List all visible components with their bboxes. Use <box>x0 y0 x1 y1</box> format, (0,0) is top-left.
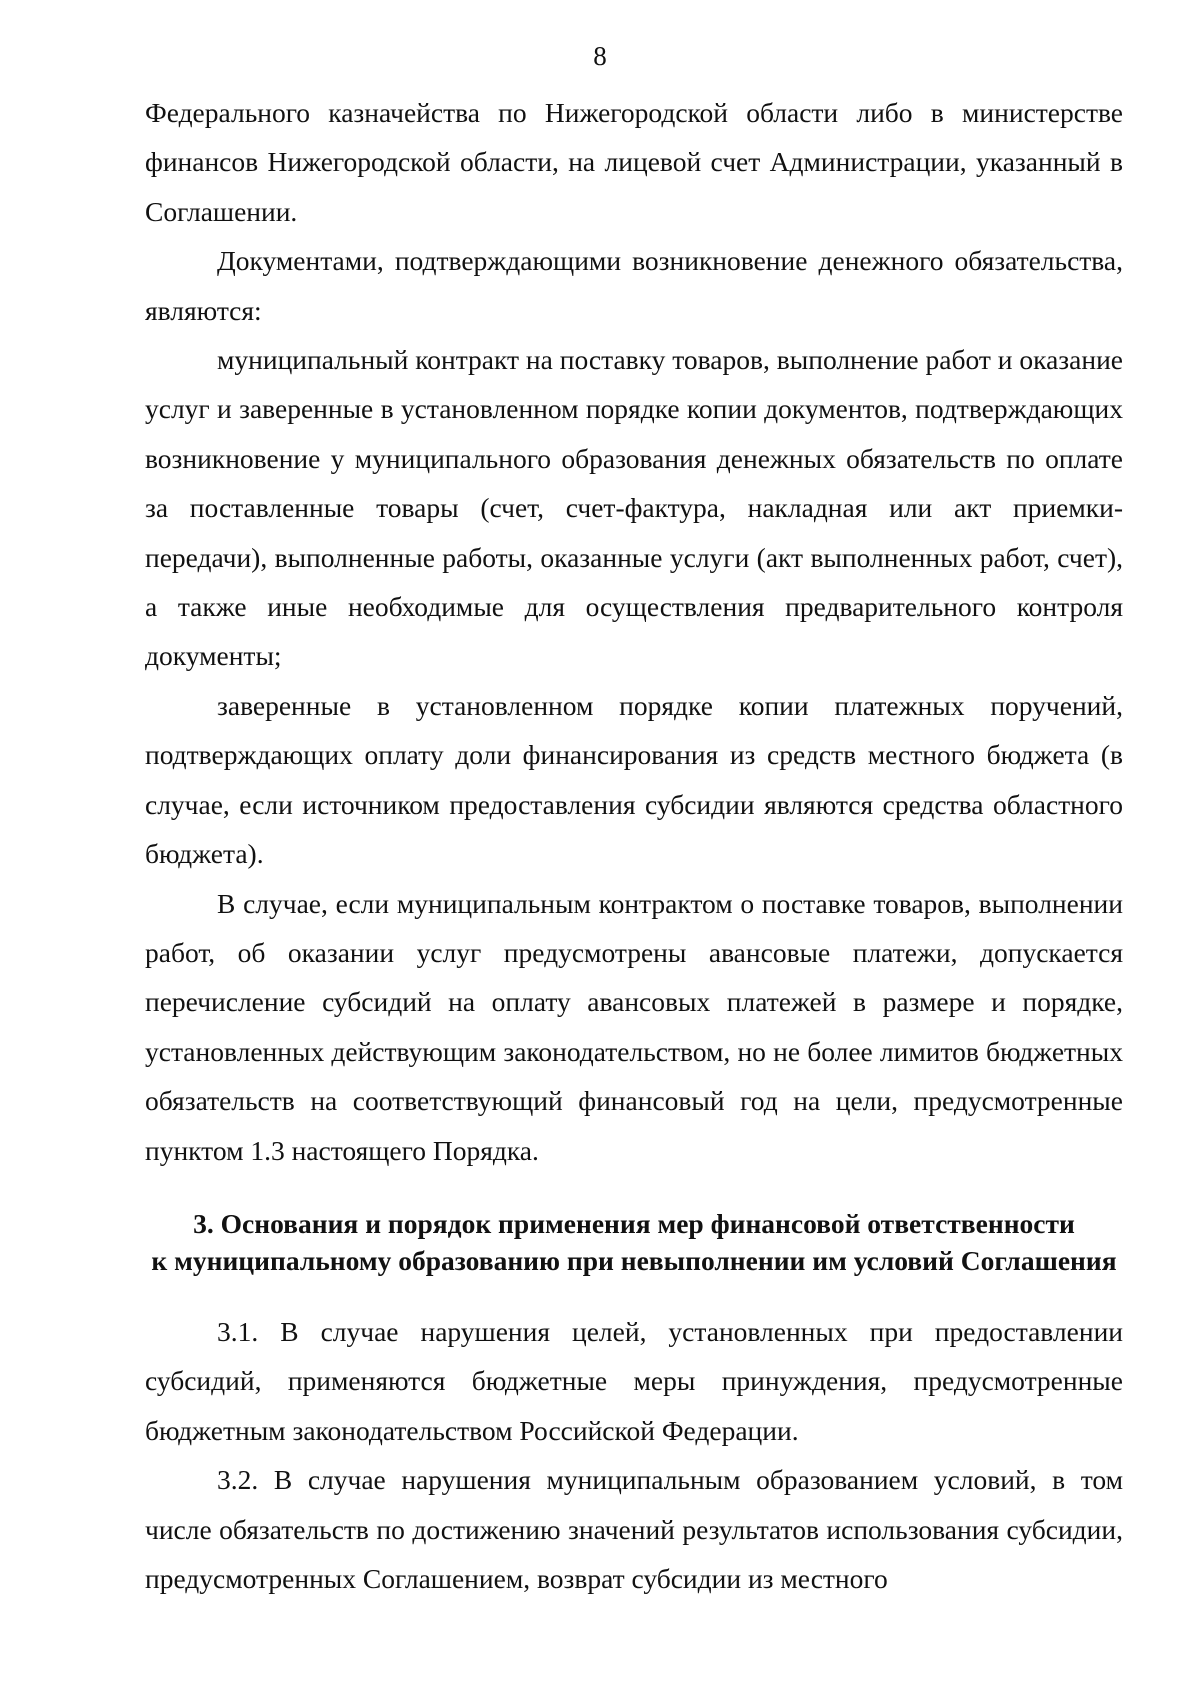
paragraph-advance-payments: В случае, если муниципальным контрактом о поставке товаров, выполнении работ, об оказании услуг предусмотрены авансовые платежи, допускается перечисление субсидий на оплату авансовых платежей в размере и порядке, установленных действующим законодательством, но не более лимитов бюджетных обязательств на соответствующий финансовый год на цели, предусмотренные пунктом 1.3 настоящего Порядка. <box>145 887 1123 1166</box>
paragraph-documents-intro: Документами, подтверждающими возникновение денежного обязательства, являются: <box>145 245 1123 326</box>
document-body <box>145 88 1123 1603</box>
paragraph-continuation: Федерального казначейства по Нижегородской области либо в министерстве финансов Нижегородской области, на лицевой счет Администрации, указанный в Соглашении. <box>145 97 1123 227</box>
page-number: 8 <box>593 41 607 71</box>
section-3-heading <box>145 1205 1123 1279</box>
paragraph-municipal-contract: муниципальный контракт на поставку товаров, выполнение работ и оказание услуг и заверенные в установленном порядке копии документов, подтверждающих возникновение у муниципального образования денежных обязательств по оплате за поставленные товары (счет, счет-фактура, накладная или акт приемки-передачи), выполненные работы, оказанные услуги (акт выполненных работ, счет), а также иные необходимые для осуществления предварительного контроля документы; <box>145 344 1123 672</box>
paragraph-3-1: 3.1. В случае нарушения целей, установленных при предоставлении субсидий, применяются бюджетные меры принуждения, предусмотренные бюджетным законодательством Российской Федерации. <box>145 1315 1123 1446</box>
section-3-heading-line-1: 3. Основания и порядок применения мер финансовой ответственности <box>193 1207 1075 1239</box>
paragraph-3-2: 3.2. В случае нарушения муниципальным образованием условий, в том числе обязательств по достижению значений результатов использования субсидии, предусмотренных Соглашением, возврат субсидии из местного <box>145 1464 1123 1594</box>
section-3-heading-line-2: к муниципальному образованию при невыполнении им условий Соглашения <box>151 1244 1117 1276</box>
paragraph-payment-orders: заверенные в установленном порядке копии платежных поручений, подтверждающих оплату доли финансирования из средств местного бюджета (в случае, если источником предоставления субсидии являются средства областного бюджета). <box>145 689 1123 870</box>
